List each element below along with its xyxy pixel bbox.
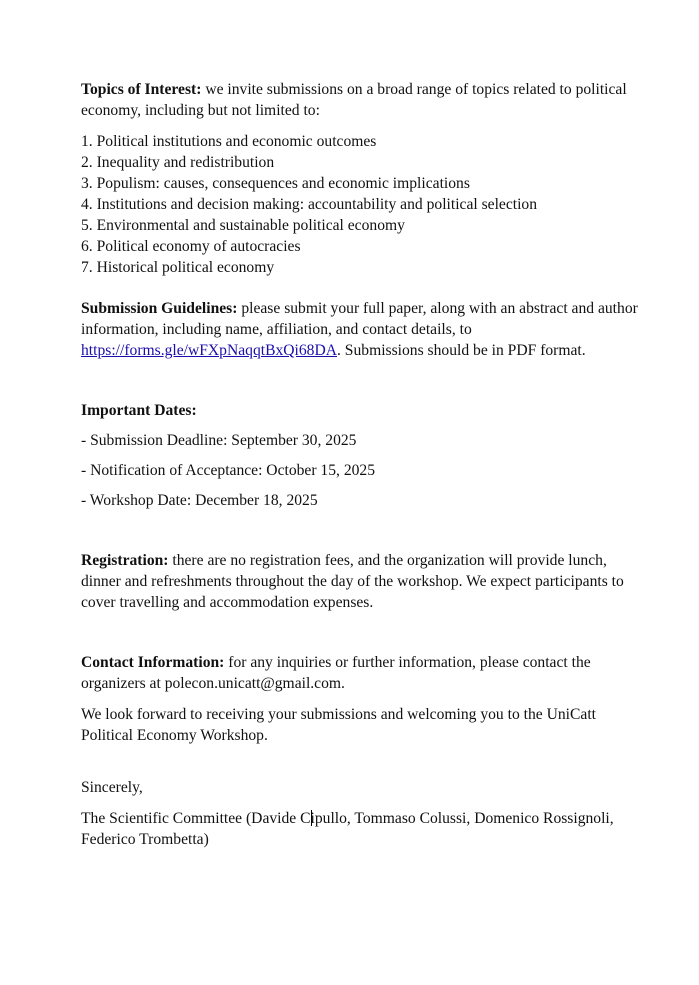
topics-heading: Topics of Interest:: [81, 81, 202, 98]
registration-heading: Registration:: [81, 552, 169, 569]
signature-text-start: The Scientific Committee (Davide C: [81, 810, 311, 827]
submission-text-end: . Submissions should be in PDF format.: [337, 342, 586, 359]
dates-heading: Important Dates:: [81, 402, 197, 419]
signature-text-end: ipullo, Tommaso Colussi, Domenico Rossignoli, Federico Trombetta): [81, 810, 614, 848]
contact-text: for any inquiries or further information, please contact the organizers at polecon.unicatt@gmail.com.: [81, 654, 591, 692]
topics-paragraph: [81, 79, 641, 121]
topic-item: 5. Environmental and sustainable political economy: [81, 217, 405, 234]
topic-item: 1. Political institutions and economic outcomes: [81, 133, 377, 150]
date-item-workshop: - Workshop Date: December 18, 2025: [81, 492, 318, 509]
sincerely-line: Sincerely,: [81, 779, 143, 796]
signature-paragraph: [81, 808, 641, 850]
topic-item: 4. Institutions and decision making: accountability and political selection: [81, 196, 538, 213]
topic-item: 2. Inequality and redistribution: [81, 154, 275, 171]
topic-item: 7. Historical political economy: [81, 259, 275, 276]
submission-text: please submit your full paper, along with an abstract and author information, including name, affiliation, and contact details, to: [81, 300, 638, 338]
topics-list: [81, 131, 641, 278]
dates-heading-line: [81, 400, 641, 421]
date-item-submission-deadline: - Submission Deadline: September 30, 2025: [81, 432, 357, 449]
contact-paragraph: [81, 652, 641, 694]
contact-heading: Contact Information:: [81, 654, 225, 671]
submission-form-link[interactable]: https://forms.gle/wFXpNaqqtBxQi68DA: [81, 342, 337, 359]
topic-item: 6. Political economy of autocracies: [81, 238, 301, 255]
document-page: [81, 79, 641, 850]
date-item-notification: - Notification of Acceptance: October 15, 2025: [81, 462, 376, 479]
topics-intro-text: we invite submissions on a broad range of topics related to political economy, including but not limited to:: [81, 81, 627, 119]
topic-item: 3. Populism: causes, consequences and economic implications: [81, 175, 470, 192]
registration-paragraph: [81, 550, 641, 613]
submission-heading: Submission Guidelines:: [81, 300, 238, 317]
closing-paragraph: We look forward to receiving your submissions and welcoming you to the UniCatt Political Economy Workshop.: [81, 706, 596, 744]
submission-paragraph: [81, 298, 641, 361]
registration-text: there are no registration fees, and the organization will provide lunch, dinner and refreshments throughout the day of the workshop. We expect participants to cover travelling and accommodation expenses.: [81, 552, 624, 611]
